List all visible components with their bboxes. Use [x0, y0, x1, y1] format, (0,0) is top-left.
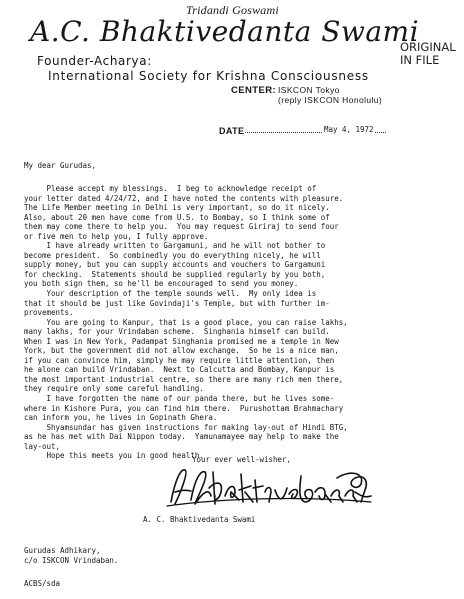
letter-line: them may come there to help you. You may request Giriraj to send four — [24, 222, 339, 232]
letter-line: as he has met with Dai Nippon today. Yamunamayee may help to make the — [24, 432, 339, 442]
letter-line: many lakhs, for your Vrindaban scheme. Singhania himself can build. — [24, 327, 330, 337]
recipient-address: c/o ISKCON Vrindaban. — [24, 556, 119, 565]
closing-line: Your ever well-wisher, — [192, 455, 291, 464]
letter-line: Your description of the temple sounds well. My only idea is — [24, 289, 317, 299]
salutation: My dear Gurudas, — [24, 161, 96, 170]
founder-acharya-line: Founder-Acharya: — [37, 54, 152, 68]
letter-line: become president. So combinedly you do everything nicely, he will — [24, 250, 321, 260]
recipient-name: Gurudas Adhikary, — [24, 546, 101, 555]
letter-line: where in Kishore Pura, you can find him there. Purushottam Brahmachary — [24, 403, 344, 413]
letter-line: Shyamsundar has given instructions for making lay-out of Hindi BTG, — [24, 422, 348, 432]
letter-line: Hope this meets you in good health. — [24, 451, 204, 461]
letter-line: I have forgotten the name of our panda there, but he lives some- — [24, 394, 335, 404]
letter-line: that it should be just like Govindaji's Temple, but with further im- — [24, 298, 330, 308]
letter-line: for checking. Statements should be supplied regularly by you both, — [24, 269, 326, 279]
stamp-line-2: IN FILE — [400, 53, 440, 67]
tridandi-goswami-title: Tridandi Goswami — [186, 3, 279, 17]
letter-line: they require only some careful handling. — [24, 384, 204, 394]
letter-body — [24, 184, 348, 461]
letter-line: I have already written to Gargamuni, and he will not bother to — [24, 241, 326, 251]
date-label: DATE — [219, 126, 245, 136]
letter-line: or five men to help you, I fully approve. — [24, 231, 209, 241]
letterhead-name: A.C. Bhaktivedanta Swami — [30, 15, 420, 48]
center-label: CENTER: — [231, 85, 277, 96]
letter-line: lay-out, — [24, 441, 60, 451]
typed-signature-name: A. C. Bhaktivedanta Swami — [143, 515, 256, 524]
date-value: May 4, 1972 — [324, 125, 374, 134]
letter-line: You are going to Kanpur, that is a good place, you can raise lakhs, — [24, 317, 348, 327]
original-in-file-stamp — [400, 41, 462, 67]
center-value: ISKCON Tokyo — [278, 85, 340, 95]
stamp-line-1: ORIGINAL — [400, 40, 456, 54]
letter-line: When I was in New York, Padampat Singhania promised me a temple in New — [24, 336, 339, 346]
reply-center-value: (reply ISKCON Honolulu) — [278, 95, 383, 105]
letter-line: he alone can build Vrindaban. Next to Calcutta and Bombay, Kanpur is — [24, 365, 335, 375]
letter-line: if you can convince him, simply he may require little attention, then — [24, 355, 335, 365]
reference-initials: ACBS/sda — [24, 579, 60, 588]
letter-line: The Life Member meeting in Delhi is very important, so do it nicely. — [24, 203, 330, 213]
letter-line: provements. — [24, 308, 74, 318]
letter-line: York, but the government did not allow exchange. So he is a nice man, — [24, 346, 339, 356]
letter-line: supply money, but you can supply accounts and vouchers to Gargamuni — [24, 260, 326, 270]
society-name: International Society for Krishna Consciousness — [48, 69, 369, 83]
letter-line: the most important industrial centre, so there are many rich men there, — [24, 374, 344, 384]
letter-line: Please accept my blessings. I beg to acknowledge receipt of — [24, 184, 317, 193]
letter-line: Also, about 20 men have come from U.S. to Bombay, so I think some of — [24, 212, 330, 222]
letter-line: you both sign them, so he'll be encouraged to send you money. — [24, 279, 299, 289]
letter-line: can inform you, he lives in Gopinath Ghera. — [24, 413, 218, 423]
handwritten-signature — [165, 462, 375, 512]
letter-line: your letter dated 4/24/72, and I have noted the contents with pleasure. — [24, 193, 344, 203]
